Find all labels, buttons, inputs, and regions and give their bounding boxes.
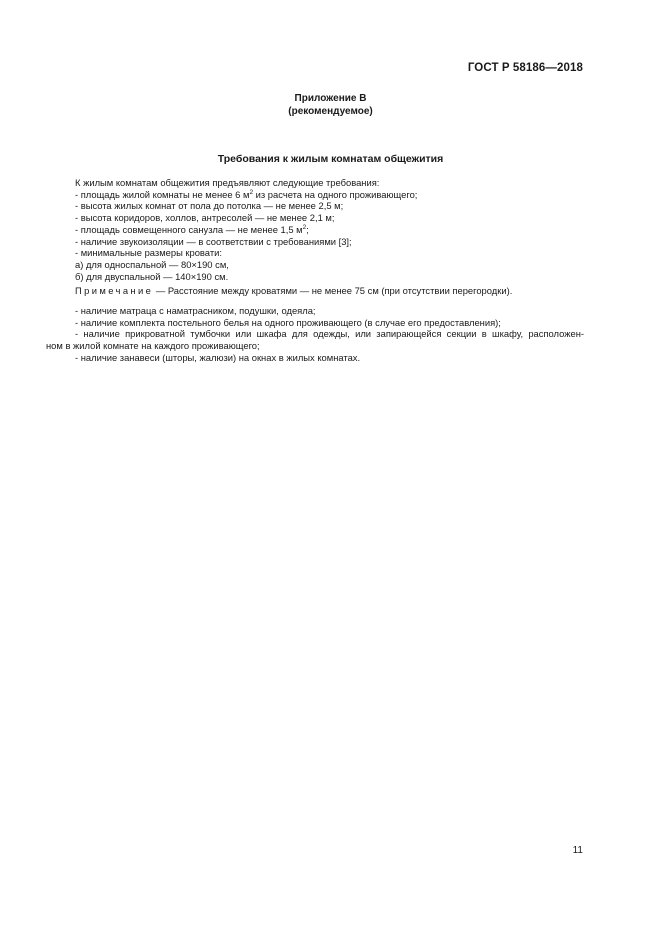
- bathroom-area-text-end: ;: [306, 223, 309, 235]
- list-item-bathroom-area: [46, 224, 584, 236]
- list-item-room-area: [46, 189, 584, 201]
- list-item-room-height: - высота жилых комнат от пола до потолка — не менее 2,5 м;: [75, 200, 344, 212]
- list-item-curtains: - наличие занавеси (шторы, жалюзи) на окнах в жилых комнатах.: [75, 351, 361, 363]
- superscript-2: 2: [249, 188, 254, 196]
- note-label: Примечание: [75, 285, 154, 297]
- list-item-bed-sizes: - минимальные размеры кровати:: [75, 247, 222, 259]
- appendix-subtitle: (рекомендуемое): [288, 106, 373, 117]
- list-item-bed-double: б) для двуспальной — 140×190 см.: [75, 270, 229, 282]
- document-body: [46, 177, 584, 364]
- list-item-nightstand-line2: ном в жилой комнате на каждого проживающего;: [46, 340, 260, 352]
- list-item-bed-single: а) для односпальной — 80×190 см,: [75, 258, 229, 270]
- page-number: 11: [572, 845, 583, 856]
- bathroom-area-text: - площадь совмещенного санузла — не менее 1,5 м: [75, 223, 303, 235]
- note-text: — Расстояние между кроватями — не менее 75 см (при отсутствии перегородки).: [153, 285, 513, 297]
- list-item-corridor-height: - высота коридоров, холлов, антресолей — не менее 2,1 м;: [75, 212, 335, 224]
- list-item-nightstand-line1: - наличие прикроватной тумбочки или шкафа для одежды, или запирающейся секции в шкафу, расположен-: [75, 328, 584, 340]
- list-item-mattress: - наличие матраца с наматрасником, подушки, одеяла;: [75, 305, 316, 317]
- list-item-bedding: - наличие комплекта постельного белья на одного проживающего (в случае его предоставления);: [75, 316, 501, 328]
- list-item-sound-insulation: - наличие звукоизоляции — в соответствии с требованиями [3];: [75, 235, 352, 247]
- superscript-2: 2: [302, 223, 307, 231]
- appendix-title: Приложение В: [294, 93, 367, 104]
- section-title: Требования к жилым комнатам общежития: [217, 153, 444, 165]
- document-code: ГОСТ Р 58186—2018: [467, 62, 583, 74]
- appendix-heading: [0, 92, 661, 118]
- room-area-text: - площадь жилой комнаты не менее 6 м: [75, 188, 250, 200]
- intro-paragraph: К жилым комнатам общежития предъявляют следующие требования:: [75, 177, 380, 188]
- note-paragraph: [46, 285, 584, 297]
- room-area-text-end: из расчета на одного проживающего;: [253, 188, 418, 200]
